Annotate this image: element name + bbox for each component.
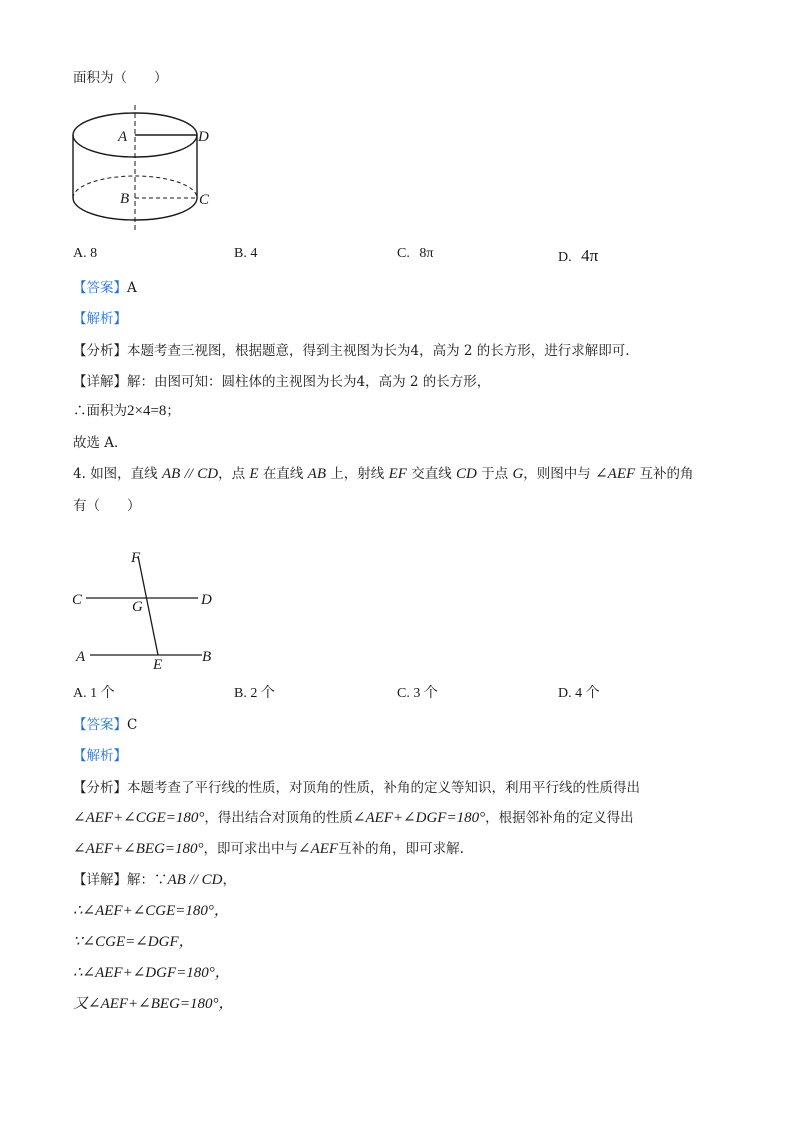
q3-xiangjie [73, 370, 490, 390]
q4-step1: ∴∠AEF+∠CGE=180°， [73, 903, 229, 919]
q4-step2: ∵∠CGE=∠DGF， [73, 934, 194, 950]
q4-l1-text: ，得出结合对顶角的性质 [204, 810, 353, 826]
q4-fenxi-tag: 【分析】 [73, 780, 127, 796]
q4-t1: 如图，直线 [90, 466, 158, 482]
q4-t7: ，则图中与 [523, 466, 591, 482]
q4-t3: 在直线 [262, 466, 304, 482]
q3-analysis-tag [73, 307, 127, 327]
q3-option-b: B. 4 [234, 246, 258, 261]
q4-answer-value: C [127, 717, 138, 733]
q4-l1-expr: ∠AEF+∠CGE=180° [73, 810, 205, 826]
fenxi-text: 本题考查三视图，根据题意，得到主视图为长为4，高为 2 的长方形，进行求解即可. [127, 343, 630, 359]
q4-l2-expr: ∠AEF+∠BEG=180° [73, 841, 204, 857]
q4-parallel: // [184, 466, 193, 482]
q4-ab-2: AB [307, 466, 326, 482]
area-expr: 2×4=8 [127, 403, 167, 419]
xiangjie-tag: 【详解】 [73, 374, 127, 390]
q4-stem-line1 [73, 462, 693, 483]
q4-t5: 交直线 [411, 466, 452, 482]
label-b: B [120, 191, 130, 207]
q3-area-line [73, 399, 180, 420]
cylinder-figure [64, 105, 224, 235]
q4-l2-angle: ∠AEF [298, 841, 339, 857]
q4-l2-text2: 互补的角，即可求解. [338, 841, 464, 857]
q4-option-c: C. 3 个 [397, 686, 438, 701]
q4-aef: AEF [607, 466, 636, 482]
q4-step4: 又∠AEF+∠BEG=180°， [73, 996, 234, 1012]
q4-stem-line2: 有（ ） [73, 498, 141, 514]
label-c: C [199, 192, 210, 208]
q4-fenxi-line3 [73, 837, 464, 858]
q3-option-d-label: D. [558, 250, 572, 265]
q4-analysis-tag-text: 【解析】 [73, 748, 127, 764]
q4-number: 4. [73, 466, 86, 482]
q3-fenxi [73, 339, 630, 359]
q4-t8: 互补的角 [639, 466, 694, 482]
label-c: C [72, 592, 83, 608]
label-a: A [118, 129, 128, 145]
q4-option-d: D. 4 个 [558, 686, 600, 701]
q3-option-c-value: 8π [419, 246, 434, 261]
label-e: E [153, 657, 163, 673]
q4-t6: 于点 [481, 466, 509, 482]
answer-tag: 【答案】 [73, 280, 127, 296]
fenxi-tag: 【分析】 [73, 343, 127, 359]
q3-answer-row [73, 276, 137, 296]
q4-answer-row [73, 713, 137, 733]
q3-option-d [558, 246, 598, 266]
q3-choose: 故选 A． [73, 435, 128, 451]
parallel-lines-figure [66, 548, 226, 673]
q4-angle-sign: ∠ [595, 466, 608, 482]
q4-fenxi [73, 776, 640, 796]
analysis-tag: 【解析】 [73, 311, 127, 327]
area-end: ； [166, 403, 180, 419]
q4-l2-text: ，即可求出中与 [203, 841, 299, 857]
q4-t4: 上，射线 [330, 466, 385, 482]
answer-value: A [127, 280, 137, 296]
q4-option-b: B. 2 个 [234, 686, 275, 701]
q4-e: E [249, 466, 259, 482]
label-b: B [202, 649, 212, 665]
q4-xiangjie [73, 868, 236, 889]
q4-g: G [512, 466, 524, 482]
q4-fenxi-text: 本题考查了平行线的性质，对顶角的性质，补角的定义等知识，利用平行线的性质得出 [127, 780, 640, 796]
q4-cd-2: CD [456, 466, 477, 482]
q4-step3: ∴∠AEF+∠DGF=180°， [73, 965, 230, 981]
q3-option-a: A. 8 [73, 246, 98, 261]
label-d: D [201, 592, 212, 608]
q3-option-d-value: 4π [581, 246, 599, 265]
label-f: F [131, 550, 141, 566]
q4-fenxi-line2 [73, 806, 634, 827]
q4-option-a: A. 1 个 [73, 686, 115, 701]
q4-cd: CD [197, 466, 219, 482]
label-g: G [132, 599, 143, 615]
q4-l1-expr2: ∠AEF+∠DGF=180° [352, 810, 486, 826]
q3-option-c-label: C. [397, 246, 410, 261]
q4-ef: EF [388, 466, 407, 482]
q4-x0-end: ， [222, 872, 236, 888]
label-a: A [76, 649, 86, 665]
q4-ab: AB [161, 466, 181, 482]
label-d: D [198, 129, 209, 145]
area-prefix: ∴面积为 [73, 403, 127, 419]
q4-analysis-tag [73, 744, 127, 764]
q3-prompt-end: 面积为（ ） [73, 70, 168, 86]
xiangjie-text: 解：由图可知：圆柱体的主视图为长为4，高为 2 的长方形， [127, 374, 491, 390]
q4-x0-expr: AB // CD [167, 872, 223, 888]
q4-x0: 解：∵ [127, 872, 168, 888]
q3-option-c [397, 246, 433, 262]
q4-answer-tag: 【答案】 [73, 717, 127, 733]
q4-xiangjie-tag: 【详解】 [73, 872, 127, 888]
q4-l1-text2: ，根据邻补角的定义得出 [485, 810, 634, 826]
q4-t2: ，点 [218, 466, 246, 482]
